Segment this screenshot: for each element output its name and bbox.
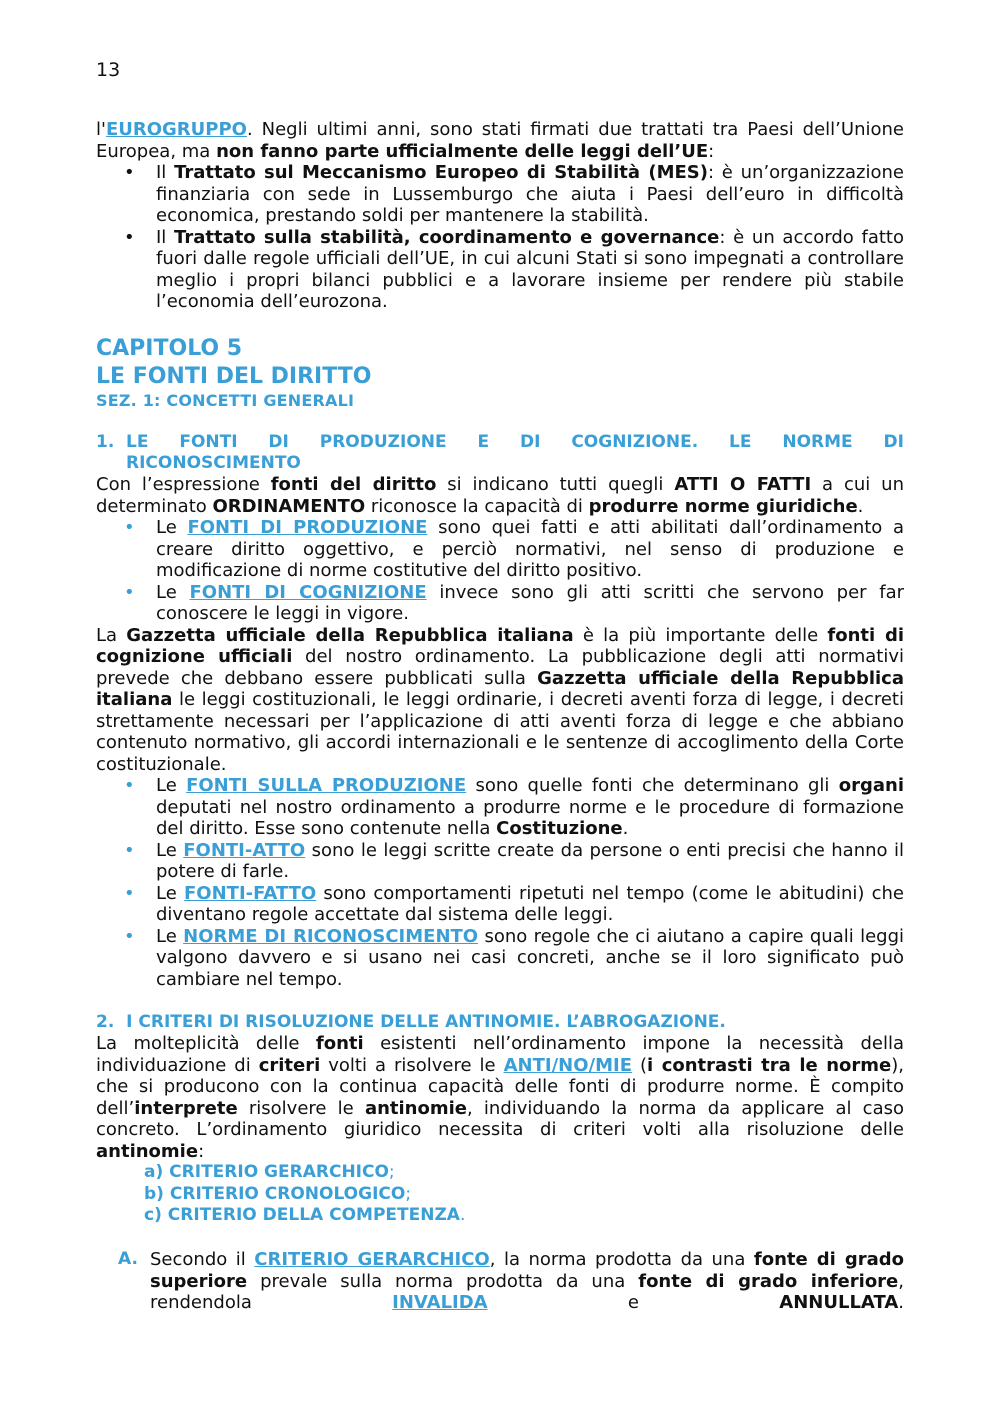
criterion-a-item: A. Secondo il CRITERIO GERARCHICO, la norma prodotta da una fonte di grado superiore prevale sulla norma prodotta da una fonte di grado inferiore, rendendola INVALIDA e ANNULLATA. [118,1249,905,1313]
list-item: • Le NORME DI RICONOSCIMENTO sono regole che ci aiutano a capire quali leggi valgono davvero e si usano nei casi concreti, anche se il loro significato può cambiare nel tempo. [124,925,905,990]
bullet-icon: • [124,162,135,183]
fonti-sulla-produzione-link[interactable]: FONTI SULLA PRODUZIONE [186,775,467,796]
criteria-list [96,1162,904,1227]
bullet-icon: • [124,226,135,248]
page-number: 13 [96,59,121,81]
intro-paragraph: l'EUROGRUPPO. Negli ultimi anni, sono stati firmati due trattati tra Paesi dell’Unione Europea, ma non fanno parte ufficialmente delle leggi dell’UE: [96,119,904,162]
criterio-gerarchico-link[interactable]: CRITERIO GERARCHICO [254,1249,490,1270]
definition-paragraph: Con l’espressione fonti del diritto si indicano tutti quegli ATTI O FATTI a cui un determinato ORDINAMENTO riconosce la capacità di produrre norme giuridiche. [96,474,905,517]
list-item: • Le FONTI SULLA PRODUZIONE sono quelle fonti che determinano gli organi deputati nel nostro ordinamento a produrre norme e le procedure di formazione del diritto. Esse sono contenute nella Costituzione. [124,775,904,839]
list-item: • Le FONTI DI COGNIZIONE invece sono gli atti scritti che servono per far conoscere le leggi in vigore. [124,581,904,624]
list-item: a) CRITERIO GERARCHICO; [144,1162,395,1182]
bullet-icon: • [124,882,135,904]
list-item: • Le FONTI-ATTO sono le leggi scritte create da persone o enti precisi che hanno il potere di farle. [124,839,904,882]
bullet-icon: • [124,925,135,947]
fonti-atto-link[interactable]: FONTI-ATTO [183,839,306,861]
list-item: • Il Trattato sulla stabilità, coordinamento e governance: è un accordo fatto fuori dalle regole ufficiali dell’UE, in cui alcuni Stati si sono impegnati a controllare meglio i propri bilanci pubblici e a lavorare insieme per rendere più stabile l’economia dell’eurozona. [124,226,904,312]
gazzetta-paragraph: La Gazzetta ufficiale della Repubblica italiana è la più importante delle fonti di cognizione ufficiali del nostro ordinamento. La pubblicazione degli atti normativi prevede che debbano essere pubblicati sulla Gazzetta ufficiale della Repubblica italiana le leggi costituzionali, le leggi ordinarie, i decreti aventi forza di legge, i decreti strettamente necessari per l’applicazione di atti aventi forza di legge e che abbiano contenuto normativo, gli accordi internazionali e le sentenze di accoglimento della Corte costituzionale. [96,624,905,775]
fonti-fatto-link[interactable]: FONTI-FATTO [184,882,317,904]
treaties-list [96,162,904,313]
fonti-produzione-link[interactable]: FONTI DI PRODUZIONE [187,517,428,538]
list-item: b) CRITERIO CRONOLOGICO; [144,1183,412,1204]
list-item: c) CRITERIO DELLA COMPETENZA. [144,1205,466,1225]
chapter-title: LE FONTI DEL DIRITTO [96,364,372,389]
bullet-icon: • [124,839,135,861]
heading-antinomies: 2. I CRITERI DI RISOLUZIONE DELLE ANTINOMIE. L’ABROGAZIONE. [96,1012,726,1032]
section-title: SEZ. 1: CONCETTI GENERALI [96,391,355,410]
list-item: • Le FONTI-FATTO sono comportamenti ripetuti nel tempo (come le abitudini) che diventano regole accettate dal sistema delle leggi. [124,882,905,925]
eurogruppo-link[interactable]: EUROGRUPPO [105,119,247,140]
antinomie-link[interactable]: ANTI/NO/MIE [503,1054,632,1076]
invalida-link[interactable]: INVALIDA [392,1292,488,1313]
bullet-icon: • [124,775,135,796]
chapter-number: CAPITOLO 5 [96,336,243,361]
list-item: • Le FONTI DI PRODUZIONE sono quei fatti e atti abilitati dall’ordinamento a creare diritto oggettivo, e perciò normativi, nel senso di produzione e modificazione di norme costitutive del diritto positivo. [124,517,905,581]
sources-list-2 [96,775,904,990]
bullet-icon: • [124,517,135,538]
sources-list-1 [96,517,904,625]
antinomies-paragraph: La molteplicità delle fonti esistenti nell’ordinamento impone la necessità della individuazione di criteri volti a risolvere le ANTI/NO/MIE (i contrasti tra le norme), che si producono con la continua capacità delle fonti di produrre norme. È compito dell’interprete risolvere le antinomie, individuando la norma da applicare al caso concreto. L’ordinamento giuridico necessita di criteri volti alla risoluzione delle antinomie: [96,1033,905,1162]
bullet-icon: • [124,581,135,603]
heading-sources: 1. LE FONTI DI PRODUZIONE E DI COGNIZIONE. LE NORME DI RICONOSCIMENTO [96,432,904,473]
fonti-cognizione-link[interactable]: FONTI DI COGNIZIONE [189,581,427,603]
list-item: • Il Trattato sul Meccanismo Europeo di Stabilità (MES): è un’organizzazione finanziaria con sede in Lussemburgo che aiuta i Paesi dell’euro in difficoltà economica, prestando soldi per mantenere la stabilità. [124,162,904,226]
norme-riconoscimento-link[interactable]: NORME DI RICONOSCIMENTO [183,925,479,947]
